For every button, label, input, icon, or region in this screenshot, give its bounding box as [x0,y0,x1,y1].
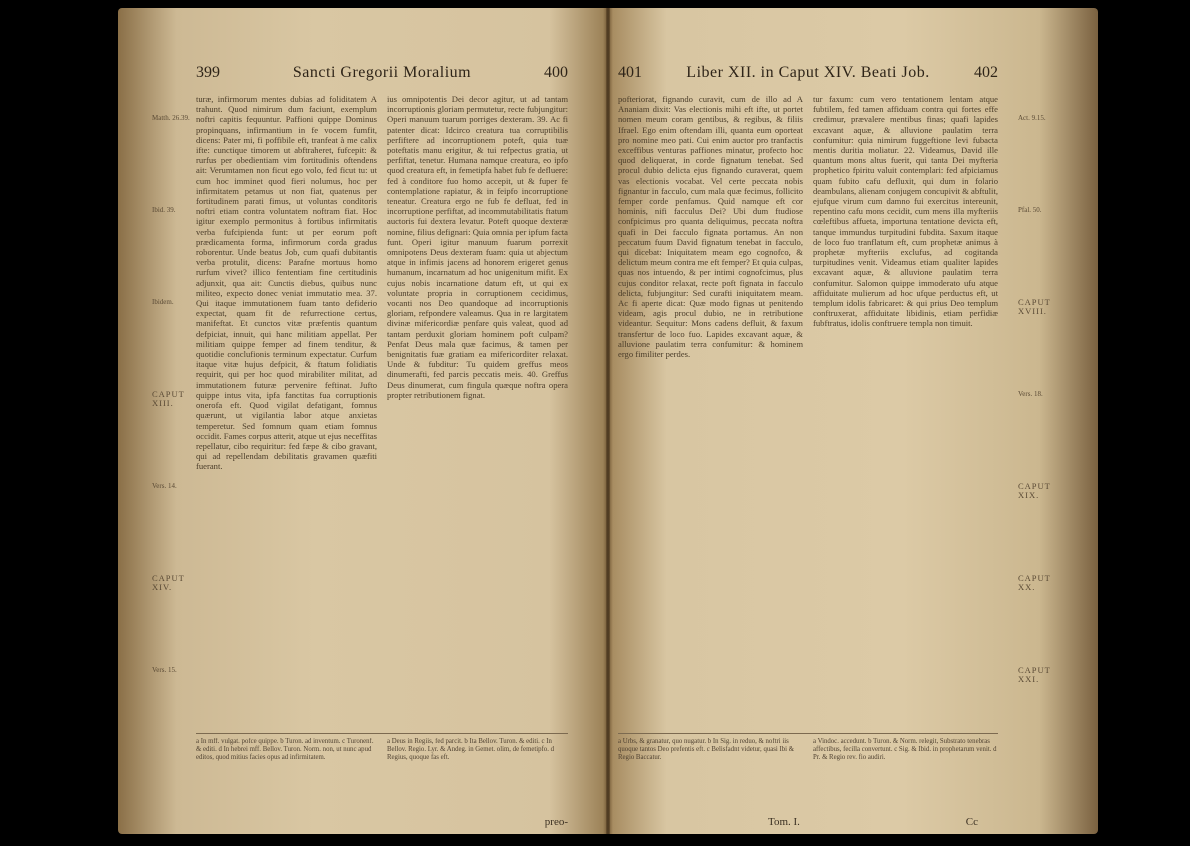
text-columns [618,94,998,732]
text-column: turæ, infirmorum mentes dubias ad foliditatem A trahunt. Quod nimirum dum faciunt, exemplum noftri capitis fequuntur. Paffioni quippe Dominus propinquans, infirmantium in fe vocem fumfit, dicens: Pater mi, fi poffibile eft, tranfeat à me calix ifte: cunctique timorem ut abftraheret, fufcepit: & rurfus per obedientiam vim fortitudinis oftendens ait: Verumtamen non ficut ego volo, fed ficut tu: ut cum hoc imminet quod fieri nolumus, hoc per infirmitatem petamus ut non fiat, quatenus per fortitudinem parati fimus, ut voluntas conditoris noftri etiam contra voluntatem noftram fiat. Hoc igitur exemplo permonitus à fortibus infirmitatis verba fufcipienda funt: ut per eorum poft prædicamenta forma, infirmorum corda gradus roborentur. Unde beatus Job, cum quafi dubitantis verba protulit, dicens: Parafne mortuus homo rurfum vivet? illico fententiam fine certitudinis adjunxit, qua ait: Cunctis diebus, quibus nunc militeo, expecto donec veniat immutatio mea. 37. Qui itaque immutationem fuam tanto defiderio expectat, quam fit de refurrectione certus, manifeftat. Et cunctos vitæ præfentis quantum defpiciat, innuit, qui hanc militiam appellat. Per militiam quippe femper ad finem tenditur, & quotidie conclufionis terminum expectatur. Curfum itaque vitæ hujus defpicit, & ftatum folidiatis requirit, qui per hoc quod mirabiliter militat, ad immutationem futuræ pervenire feftinat. Jufto quippe intus vita, ipfa fanctitas fua corruptionis onerofa eft. Quod vigilat defatigant, fomnus quærunt, ut vigilantia labor atque anxietas temperetur. Sed fomnum quam etiam fomnus occidit. Fames corpus atterit, atque ut ejus neceffitas repellatur, cibo requiritur: fed fæpe & cibo gravant, qui ad repellendam debilitatis gravamen quæfiti fuerant. [196,94,377,472]
chapter-marker: CAPUT XXI. [1018,665,1051,684]
volume-signature: Tom. I. [768,816,800,828]
running-head [196,64,568,86]
chapter-marker: CAPUT XX. [1018,573,1051,592]
page-number: 399 [196,64,220,81]
page-number: 402 [974,64,998,81]
left-page [196,64,568,828]
text-column: pofteriorat, fignando curavit, cum de illo ad A Ananiam dixit: Vas electionis mihi eft ifte, ut portet nomen meum coram gentibus, & regibus, & filiis Ifrael. Ego enim oftendam illi, quanta eum oporteat pro nomine meo pati. Cui enim auctor pro tranfactis exceffibus venturas paffiones minatur, profecto hoc quod deliquerat, in corde fignatum tenebat. Sed procul dubio delicta ejus fignando curaverat, quem vas electionis vocabat. Vel certe peccata nobis fignantur in facculo, cum mala quæ fecimus, follicito femper corde penfamus. Quid namque eft cor hominis, nifi facculus Dei? Ubi dum ftudiose confpicimus pro quanta deliquimus, peccata noftra quafi in Dei facculo fignata portamus. An non peccatum fuum David fignatum tenebat in facculo, qui dicebat: Iniquitatem meam ego cognofco, & delictum meum contra me eft femper? Et quia culpas, quas nos intuendo, & per intimi cognofcimus, plus cujus conditor relaxat, recte poft fignata in facculo delicta, fubjungitur: Sed curafti iniquitatem meam. Ac fi aperte dicat: Quæ modo fignas ut penitendo videam, agis procul dubio, ne in retributione videantur. Sequitur: Mons cadens defluit, & faxum transfertur de loco fuo. Lapides excavant aquæ, & alluvione paulatim terra confumitur: & hominem ergo fimiliter perdes. [618,94,803,360]
footnote-column: a Urbs, & granatur, quo nugatur. b In Sig. in reduo, & noftri iis quoque tantos Deo prefentis eft. c Belisfadnt videtur, quasi Ibi & Regio Baccatur. [618,738,795,761]
gathering-signature: Cc [965,816,978,828]
margin-note: Ibid. 39. [152,206,176,214]
chapter-marker: CAPUT XIV. [152,573,185,592]
margin-note: Vers. 14. [152,482,177,490]
right-marginalia [1018,94,1058,794]
catchword: preo- [544,816,568,828]
chapter-marker: CAPUT XVIII. [1018,297,1051,316]
margin-note: Vers. 18. [1018,390,1043,398]
margin-note: Matth. 26.39. [152,114,190,122]
footnotes [196,733,568,810]
margin-note: Vers. 15. [152,666,177,674]
right-page [618,64,998,828]
page-number: 401 [618,64,642,81]
footnote-column: a Deus in Regiis, fed parcit. b Ita Bellov. Turon. & editi. c In Bellov. Regio. Lyr. & Andeg. in Gemet. olim, de femetipfo. d Regius, quoque fas eft. [387,738,555,761]
chapter-marker: CAPUT XIII. [152,389,185,408]
margin-note: Pfal. 50. [1018,206,1042,214]
running-head [618,64,998,86]
footnotes [618,733,998,810]
chapter-marker: CAPUT XIX. [1018,481,1051,500]
open-book [118,8,1098,834]
page-title: Liber XII. in Caput XIV. Beati Job. [686,64,930,81]
text-column: ius omnipotentis Dei decor agitur, ut ad tantam incorruptionis gloriam permutetur, recte fubjungitur: Operi manuum tuarum porriges dexteram. 39. Ac fi patenter dicat: Idcirco creatura tua corruptibilis perfiftere ad incorruptionem poteft, quia tuæ poteftatis manu erigitur, & tui refpectus gratia, ut perfiftat, tenetur. Humana namque creatura, eo ipfo quod creatura eft, in femetipfa habet fub fe defluere: fed à conditore fuo homo accepit, ut & fuper fe contemplatione rapiatur, & in feipfo incorruptione teneatur. Creatura ergo ne fub fe defluat, fed in incorruptione perfiftat, ad incommutabilitatis ftatum auctoris fui dextera levatur. Poteft quoque dexteræ nomine, filius defignari: Quia omnia per ipfum facta funt. Operi igitur manuum fuarum porrexit omnipotens Deus dexteram fuam: quia ut abjectum atque in infimis jacens ad honorem erigeret genus humanum, incarnatum ad hoc unigenitum mifit. Ex cujus nobis incarnatione datum eft, ut qui ex voluntate propria in corruptionem cecidimus, vocanti nos Deo quandoque ad incorruptionis gloriam, refpondere valeamus. Qua in re largitatem divinæ mifericordiæ penfare quis valeat, quod ad tantam perduxit gloriam hominem poft culpam? Penfat Deus mala quæ facimus, & tamen per benignitatis fuæ gratiam ea mifericorditer relaxat. Unde & fubditur: Tu quidem greffus meos dinumerafti, fed parcis peccatis meis. 40. Greffus Deus dinumerat, cum fingula quæque noftra opera propter retributionem fignat. [387,94,568,400]
footnote-column: a Vindoc. accedunt. b Turon. & Norm. relegit, Substrato tenebras affectibus, fecilla convertunt. c Sig. & Ibid. in prophetarum venit. d Pr. & Regio rev. fio audiri. [813,738,997,761]
text-column: tur faxum: cum vero tentationem lentam atque fubtilem, fed tamen affiduam contra qui fortes effe credimur, prævalere mentibus finas; quafi lapides excavant aquæ, & alluvione paulatim terra confumitur: quia nimirum fuggeftione levi fubacta mentis duritia moliatur. 22. Videamus, David ille quantum mons altus fuerit, qui tanta Dei myfteria prophetico fpiritu valuit contemplari: fed afpiciamus quam fubito cafu defluxit, qui dum in folario deambulans, alienam conjugem concupivit & abftulit, ejufque virum cum damno fui exercitus intereunit, repentino cafu mons cecidit, cum mens illa myfteriis cœleftibus affueta, importuna tentatione devicta eft, tanque immundus turpitudini fubdita. Saxum itaque de loco fuo tranflatum eft, cum prophetæ animus à prophetæ myfteriis exclufus, ad cogitanda turpitudines venit. Videamus etiam qualiter lapides excavant aquæ, & alluvione paulatim terra confumitur. Salomon quippe immoderato ufu atque affiduitate mulierum ad hoc ufque perductus eft, ut templum idolis fabricaret: & qui prius Deo templum conftruxerat, affiduitate libidinis, etiam perfidiæ fubftratus, idolis conftruere templa non timuit. [813,94,998,329]
left-marginalia [152,94,192,794]
margin-note: Ibidem. [152,298,174,306]
page-title: Sancti Gregorii Moralium [292,64,472,81]
margin-note: Act. 9.15. [1018,114,1046,122]
page-number: 400 [544,64,568,81]
book-gutter [606,8,610,834]
footnote-column: a In mff. vulgat. pofce quippe. b Turon. ad inventum. c Turonenf. & editi. d In hebrei mff. Bellov. Turon. Norm. non, ut nunc apud editos, quod mitius facies opus ad infirmitatem. [196,738,374,761]
text-columns [196,94,568,732]
